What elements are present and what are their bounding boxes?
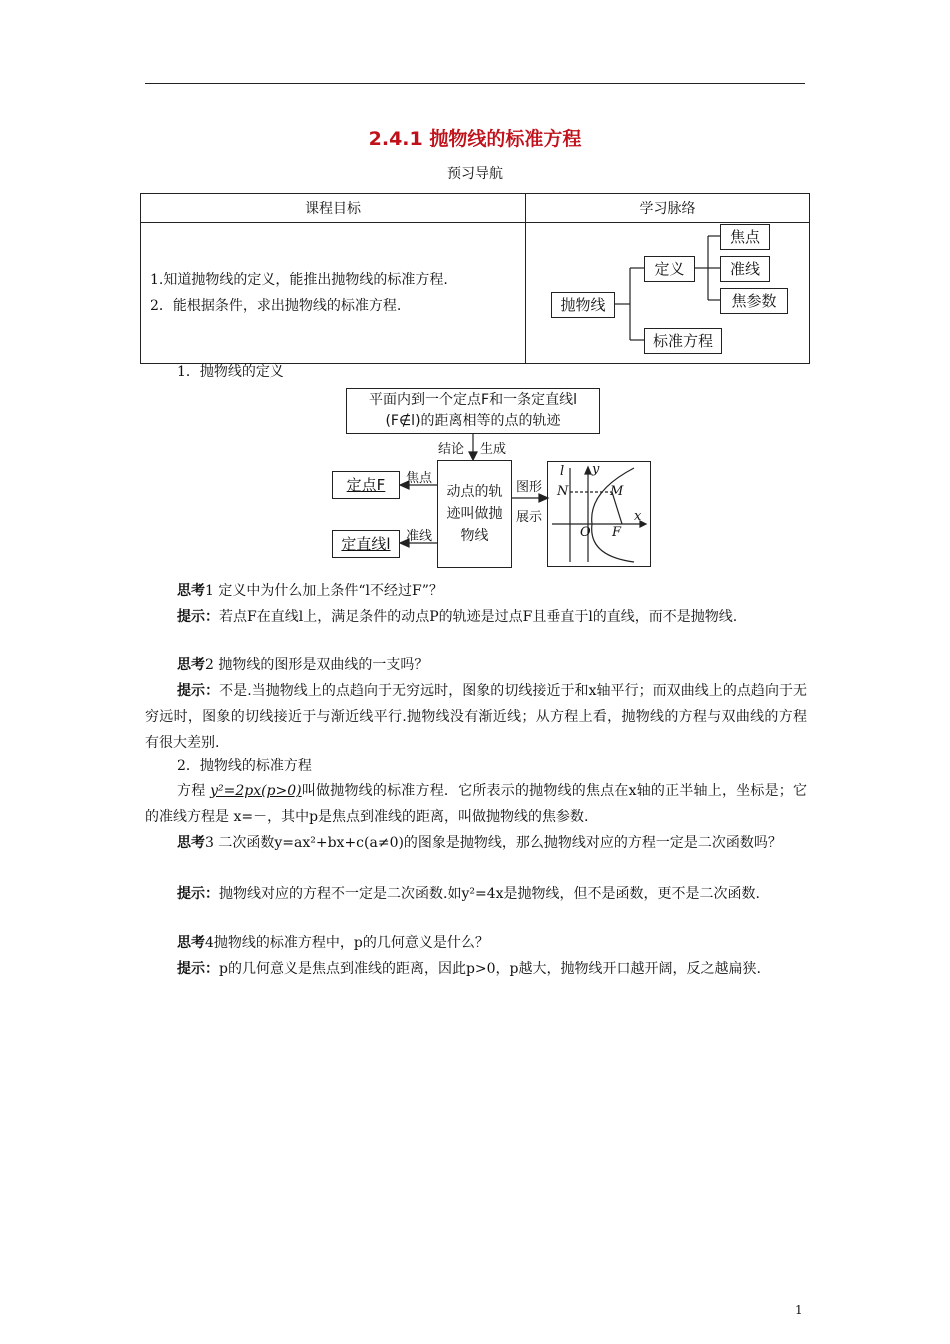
hint-2: [145, 678, 807, 756]
hint-1-label: 提示：: [177, 609, 219, 625]
think-2-num: 2: [205, 657, 214, 673]
think-3-text: 二次函数y=ax²+bx+c(a≠0)的图象是抛物线，那么抛物线对应的方程一定是二次函数吗？: [218, 835, 782, 851]
tree-cell: [526, 223, 810, 364]
think-1: [145, 578, 807, 604]
hint-3-text: 抛物线对应的方程不一定是二次函数.如y²=4x是抛物线，但不是函数，更不是二次函数.: [219, 886, 760, 902]
think-3-num: 3: [205, 835, 214, 851]
graph-label-N: N: [557, 484, 569, 499]
think-1-label: 思考: [177, 583, 205, 599]
hint-4-text: p的几何意义是焦点到准线的距离，因此p>0，p越大，抛物线开口越开阔，反之越扁狭.: [219, 961, 761, 977]
hint-1-text: 若点F在直线l上，满足条件的动点P的轨迹是过点F且垂直于l的直线，而不是抛物线.: [219, 609, 738, 625]
think-2: [145, 652, 807, 678]
center-line-3: 物线: [460, 528, 489, 544]
hint-2-text: 不是.当抛物线上的点趋向于无穷远时，图象的切线接近于和x轴平行；而双曲线上的点趋向于无穷远时，图象的切线接近于与渐近线平行.抛物线没有渐近线；从方程上看，抛物线的方程与双曲线的方程有很大差别.: [145, 683, 808, 751]
think-1-text: 定义中为什么加上条件“l不经过F”？: [218, 583, 443, 599]
hint-3: [145, 881, 807, 907]
center-line-2: 迹叫做抛: [446, 506, 503, 522]
think-2-text: 抛物线的图形是双曲线的一支吗？: [218, 657, 429, 673]
center-line-1: 动点的轨: [446, 484, 503, 500]
think-4-text: 抛物线的标准方程中，p的几何意义是什么？: [213, 935, 489, 951]
tree-focal-parameter: 焦参数: [720, 288, 788, 314]
think-4: [145, 930, 807, 956]
graph-label-M: M: [610, 484, 624, 499]
goals-table: [140, 193, 810, 364]
page-title: 2.4.1 抛物线的标准方程: [368, 128, 582, 150]
tree-directrix: 准线: [720, 256, 770, 282]
context-header: 学习脉络: [526, 194, 810, 223]
fixed-point-label: 定点F: [346, 476, 386, 494]
hint-1: [145, 604, 807, 630]
page-number: 1: [795, 1303, 803, 1317]
std-eq-formula: y²=2px(p>0): [210, 783, 302, 799]
tree-definition: 定义: [644, 256, 695, 282]
think-2-label: 思考: [177, 657, 205, 673]
hint-2-label: 提示：: [177, 683, 220, 699]
think-3: [145, 830, 807, 856]
think-1-num: 1: [205, 583, 214, 599]
fixed-line-label: 定直线l: [341, 535, 391, 553]
tree-focus: 焦点: [720, 224, 770, 250]
section-1-heading: 1．抛物线的定义: [177, 364, 284, 380]
hint-4: [145, 956, 807, 982]
label-display: 展示: [516, 510, 543, 525]
graph-label-O: O: [580, 525, 591, 540]
think-4-num: 4: [205, 935, 214, 951]
think-4-label: 思考: [177, 935, 205, 951]
hint-3-label: 提示：: [177, 886, 219, 902]
parabola-definition-box: [437, 460, 512, 568]
graph-label-x: x: [634, 509, 642, 524]
label-graph: 图形: [516, 480, 543, 495]
graph-label-F: F: [612, 525, 622, 540]
std-eq-post: 叫做抛物线的标准方程．它所表示的抛物线的焦点在x轴的正半轴上，坐标是；它的准线方程是 x=－，其中p是焦点到准线的距离，叫做抛物线的焦参数.: [145, 783, 807, 825]
definition-line-1: 平面内到一个定点F和一条定直线l: [369, 392, 577, 408]
fixed-point-box: [332, 471, 400, 499]
label-directrix: 准线: [406, 529, 433, 544]
header-rule: [145, 83, 805, 84]
page-subtitle: 预习导航: [447, 166, 503, 182]
graph-label-y: y: [592, 462, 600, 477]
goals-header: 课程目标: [141, 194, 526, 223]
tree-root: 抛物线: [551, 292, 615, 318]
std-eq-pre: 方程: [177, 783, 211, 799]
definition-diagram: [330, 388, 655, 573]
hint-4-label: 提示：: [177, 961, 219, 977]
graph-label-l: l: [560, 464, 565, 479]
label-conclusion: 结论: [438, 442, 465, 457]
goal-item: 1.知道抛物线的定义，能推出抛物线的标准方程.: [150, 272, 448, 288]
tree-standard-equation: 标准方程: [644, 328, 722, 354]
fixed-line-box: [332, 530, 400, 558]
goal-item: 2．能根据条件，求出抛物线的标准方程.: [150, 298, 402, 314]
label-focus: 焦点: [406, 471, 433, 486]
definition-statement: [346, 388, 600, 434]
parabola-graph: [547, 461, 651, 567]
label-generation: 生成: [480, 442, 507, 457]
section-2-heading: 2．抛物线的标准方程: [177, 758, 312, 774]
definition-line-2: (F∉l)的距离相等的点的轨迹: [385, 413, 561, 429]
standard-equation-paragraph: [145, 778, 807, 830]
think-3-label: 思考: [177, 835, 205, 851]
goals-cell: [141, 223, 526, 364]
